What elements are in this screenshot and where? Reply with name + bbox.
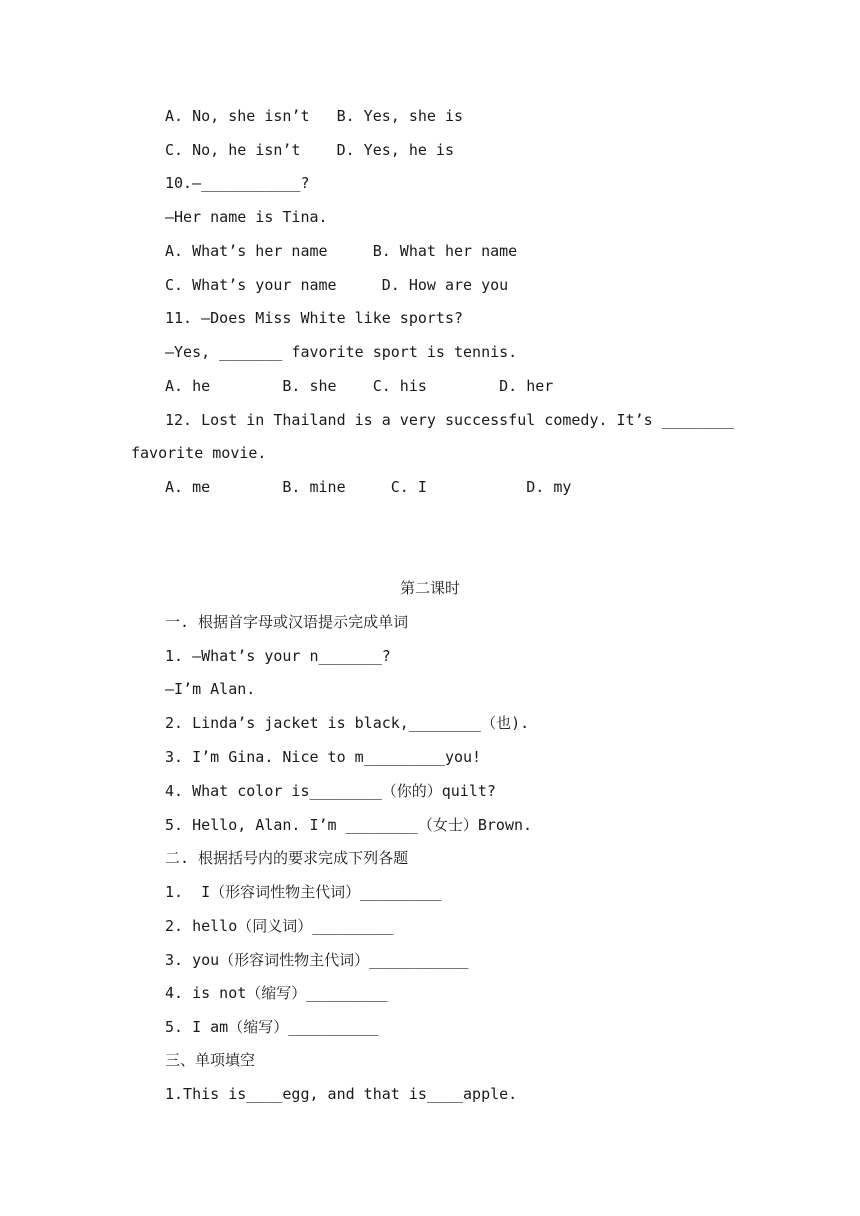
section-1-item: 5. Hello, Alan. I’m ________（女士）Brown. — [165, 816, 533, 834]
section-2-item: 4. is not（缩写）_________ — [165, 984, 388, 1002]
section-1-heading: 一. 根据首字母或汉语提示完成单词 — [165, 613, 409, 631]
q11-answer: —Yes, _______ favorite sport is tennis. — [165, 343, 518, 361]
section-2-item: 1. I（形容词性物主代词）_________ — [165, 883, 442, 901]
q12-options: A. me B. mine C. I D. my — [165, 478, 572, 496]
section-1-item: 1. —What’s your n_______? — [165, 647, 391, 665]
section-1-item: 4. What color is________（你的）quilt? — [165, 782, 496, 800]
section-2-item: 5. I am（缩写）__________ — [165, 1018, 379, 1036]
section-3-heading: 三、单项填空 — [165, 1051, 256, 1069]
section-1-item: —I’m Alan. — [165, 680, 256, 698]
section-1-item: 2. Linda’s jacket is black,________（也). — [165, 714, 530, 732]
q11-options: A. he B. she C. his D. her — [165, 377, 554, 395]
q9-options-line-2: C. No, he isn’t D. Yes, he is — [165, 141, 454, 159]
q9-options-line-1: A. No, she isn’t B. Yes, she is — [165, 107, 464, 125]
q10-options-line-2: C. What’s your name D. How are you — [165, 276, 509, 294]
q11-prompt: 11. —Does Miss White like sports? — [165, 309, 464, 327]
q12-line-1: 12. Lost in Thailand is a very successful comedy. It’s ________ — [165, 411, 734, 429]
section-3-item: 1.This is____egg, and that is____apple. — [165, 1085, 518, 1103]
lesson-title: 第二课时 — [399, 579, 460, 597]
section-1-item: 3. I’m Gina. Nice to m_________you! — [165, 748, 482, 766]
section-2-heading: 二. 根据括号内的要求完成下列各题 — [165, 849, 409, 867]
section-2-item: 2. hello（同义词）_________ — [165, 917, 394, 935]
q10-prompt: 10.—___________? — [165, 174, 310, 192]
q10-answer: —Her name is Tina. — [165, 208, 328, 226]
q10-options-line-1: A. What’s her name B. What her name — [165, 242, 518, 260]
q12-line-2: favorite movie. — [131, 444, 267, 462]
section-2-item: 3. you（形容词性物主代词）___________ — [165, 951, 469, 969]
